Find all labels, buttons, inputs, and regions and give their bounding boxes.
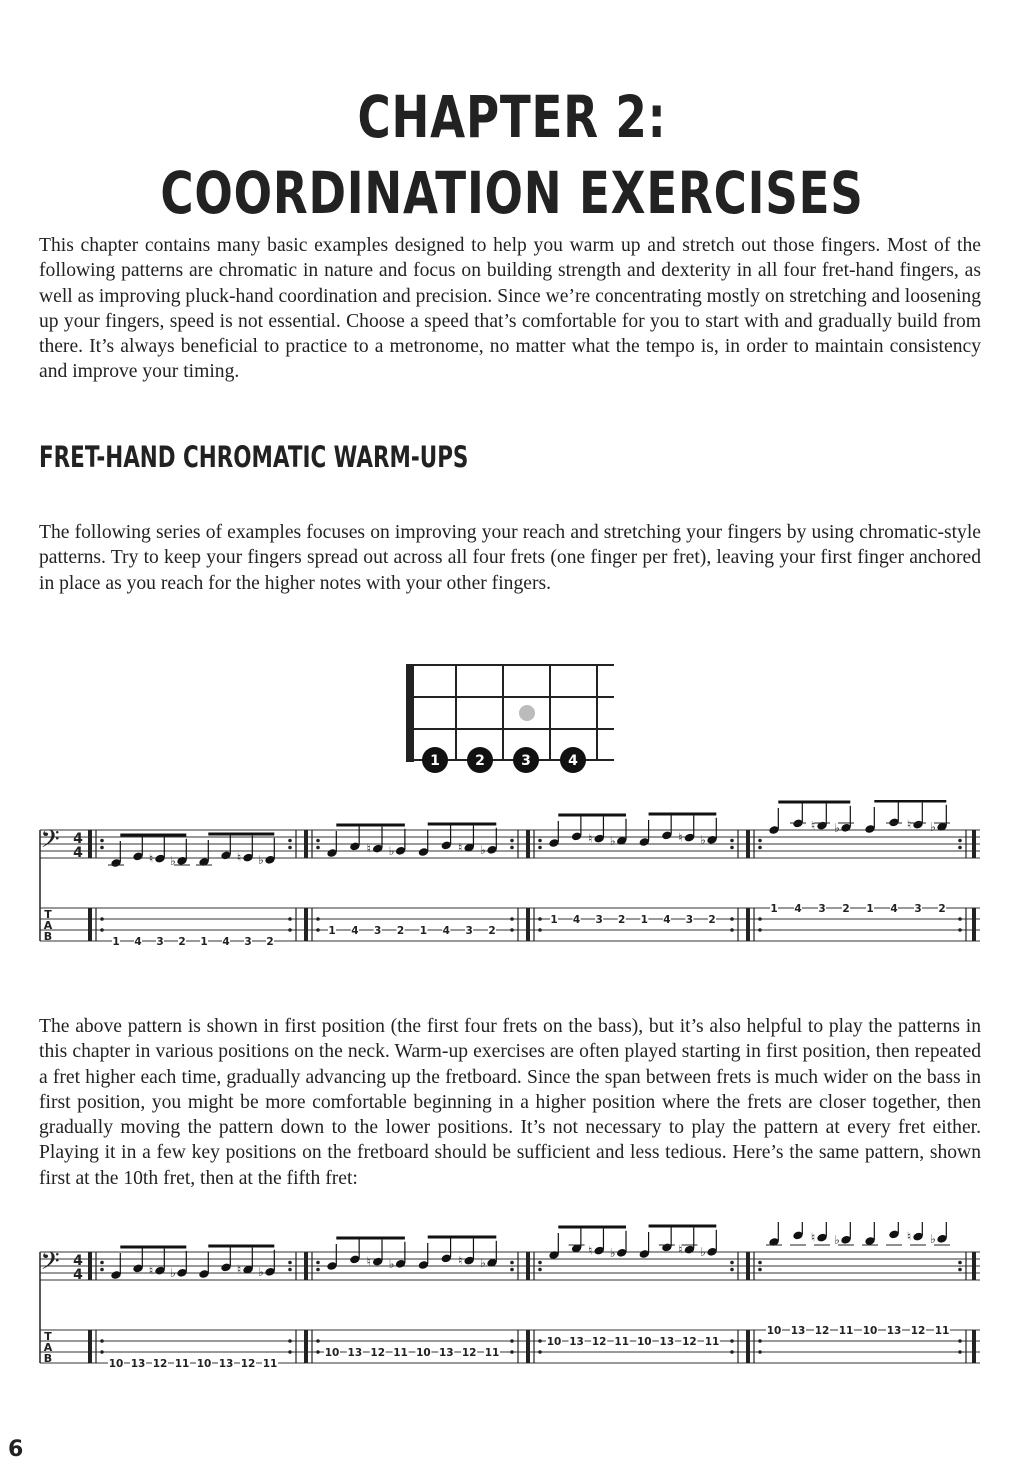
accidental: ♮: [148, 1263, 154, 1278]
barline: [746, 1252, 750, 1280]
accidental: ♮: [457, 840, 463, 855]
finger-marker: [560, 747, 586, 773]
accidental: ♭: [480, 842, 486, 857]
accidental: ♮: [906, 1229, 912, 1244]
tab-number: 4: [663, 914, 671, 926]
tab-number: 2: [396, 925, 405, 937]
repeat-dot: [510, 846, 514, 850]
accidental: ♭: [480, 1255, 486, 1270]
repeat-dot: [100, 917, 104, 921]
tab-number: 4: [890, 903, 898, 915]
tab-number: 12: [910, 1325, 926, 1337]
tab-number: 13: [569, 1336, 584, 1348]
barline: [88, 908, 92, 941]
repeat-dot: [510, 1350, 514, 1354]
tab-clef: T: [44, 1330, 52, 1343]
tab-number: 13: [218, 1358, 234, 1370]
accidental: ♮: [366, 1254, 371, 1269]
accidental: ♮: [678, 1242, 683, 1257]
tab-number: 4: [572, 914, 581, 926]
chapter-title-line2: COORDINATION EXERCISES: [160, 158, 864, 227]
tab-number: 1: [866, 903, 874, 915]
accidental: ♮: [148, 851, 154, 866]
accidental: ♭: [609, 1245, 616, 1260]
tab-number: 10: [196, 1358, 212, 1370]
tab-number: 2: [266, 936, 274, 948]
accidental: ♮: [236, 1262, 242, 1277]
svg-text:2: 2: [475, 753, 485, 769]
bass-clef: 𝄢: [40, 825, 60, 860]
repeat-dot: [100, 839, 104, 843]
repeat-dot: [538, 839, 542, 843]
accidental: ♭: [834, 820, 840, 835]
tab-number: 3: [465, 925, 473, 937]
time-signature: 4: [73, 831, 83, 847]
barline: [746, 908, 750, 941]
tab-number: 13: [886, 1325, 902, 1337]
tab-number: 10: [324, 1347, 340, 1359]
repeat-dot: [510, 928, 514, 932]
repeat-dot: [316, 1261, 320, 1265]
tab-number: 3: [914, 903, 922, 915]
repeat-dot: [730, 928, 734, 932]
repeat-dot: [316, 1268, 320, 1272]
repeat-dot: [100, 1261, 104, 1265]
repeat-dot: [316, 1339, 320, 1343]
section-heading: FRET-HAND CHROMATIC WARM-UPS: [39, 440, 469, 474]
accidental: ♮: [810, 818, 816, 833]
tab-number: 12: [682, 1336, 697, 1348]
repeat-dot: [758, 1339, 762, 1343]
tab-number: 3: [156, 936, 164, 948]
tab-number: 1: [200, 936, 208, 948]
tab-number: 13: [659, 1336, 675, 1348]
root-dot: [519, 705, 535, 721]
accidental: ♮: [587, 1243, 593, 1258]
repeat-dot: [758, 917, 762, 921]
tab-number: 4: [222, 936, 230, 948]
accidental: ♮: [236, 850, 242, 865]
repeat-dot: [730, 846, 734, 850]
repeat-dot: [538, 1261, 542, 1265]
intro-paragraph: This chapter contains many basic examples designed to help you warm up and stretch out those fingers. Most of the following patterns are chromatic in nature and focus on building strength and dexterity in all four fret-hand fingers, as well as improving pluck-hand coordination and precision. Since we’re concentrating mostly on stretching and loosening up your fingers, speed is not essential. Choose a speed that’s comfortable for you to start with and gradually build from there. It’s always beneficial to practice to a metronome, no matter what the tempo is, in order to maintain consistency and improve your timing.: [39, 235, 981, 383]
repeat-dot: [730, 1268, 734, 1272]
tab-number: 4: [351, 925, 359, 937]
barline: [304, 1330, 308, 1363]
accidental: ♭: [700, 832, 706, 847]
repeat-dot: [538, 1339, 542, 1343]
tab-clef: B: [43, 1352, 53, 1365]
repeat-dot: [730, 1350, 734, 1354]
repeat-dot: [958, 839, 962, 843]
repeat-dot: [538, 917, 542, 921]
tab-number: 3: [244, 936, 252, 948]
tab-number: 2: [842, 903, 850, 915]
repeat-dot: [538, 846, 542, 850]
repeat-dot: [958, 1268, 962, 1272]
repeat-dot: [510, 1339, 514, 1343]
tab-number: 11: [174, 1358, 190, 1370]
tab-number: 2: [938, 903, 946, 915]
tab-number: 2: [178, 936, 186, 948]
tab-number: 11: [614, 1336, 630, 1348]
accidental: ♮: [366, 841, 371, 856]
repeat-dot: [538, 1268, 542, 1272]
tab-number: 10: [862, 1325, 878, 1337]
repeat-dot: [958, 928, 962, 932]
repeat-dot: [288, 839, 292, 843]
tab-number: 11: [393, 1347, 408, 1359]
chapter-title-line1: CHAPTER 2:: [357, 82, 667, 151]
repeat-dot: [538, 928, 542, 932]
accidental: ♭: [170, 1265, 176, 1280]
section-paragraph-2: The above pattern is shown in first position (the first four frets on the bass), but it’s also helpful to play the patterns in this chapter in various positions on the neck. Warm-up exercises are often played starting in first position, then repeated a fret higher each time, gradually advancing up the fretboard. Since the span between frets is much wider on the bass in first position, you might be more comfortable beginning in a higher position where the frets are closer together, then gradually moving the pattern down to the lower positions. It’s not necessary to play the pattern at every fret either. Playing it in a few key positions on the fretboard should be sufficient and less tedious. Here’s the same pattern, shown first at the 10th fret, then at the fifth fret:: [39, 1016, 981, 1189]
repeat-dot: [316, 928, 320, 932]
tab-number: 13: [130, 1358, 146, 1370]
accidental: ♮: [906, 817, 912, 832]
tab-number: 2: [708, 914, 716, 926]
barline: [526, 1252, 530, 1280]
repeat-dot: [316, 1350, 320, 1354]
tab-number: 1: [550, 914, 558, 926]
tab-number: 12: [370, 1347, 386, 1359]
repeat-dot: [100, 1268, 104, 1272]
repeat-dot: [100, 928, 104, 932]
barline: [526, 830, 530, 858]
barline: [304, 830, 308, 858]
tab-number: 3: [374, 925, 382, 937]
repeat-dot: [958, 846, 962, 850]
tab-number: 10: [416, 1347, 431, 1359]
barline: [88, 1330, 92, 1363]
barline: [304, 1252, 308, 1280]
tab-number: 2: [618, 914, 626, 926]
svg-text:1: 1: [430, 753, 440, 769]
tab-number: 12: [591, 1336, 607, 1348]
tab-number: 10: [766, 1325, 782, 1337]
repeat-dot: [758, 1350, 762, 1354]
music-example-first-position: [36, 800, 986, 960]
repeat-dot: [100, 846, 104, 850]
repeat-dot: [288, 1268, 292, 1272]
finger-marker: [467, 747, 493, 773]
repeat-dot: [288, 917, 292, 921]
repeat-dot: [958, 917, 962, 921]
repeat-dot: [758, 1261, 762, 1265]
repeat-dot: [316, 839, 320, 843]
accidental: ♮: [810, 1230, 816, 1245]
accidental: ♮: [587, 831, 593, 846]
tab-number: 11: [262, 1358, 278, 1370]
tab-number: 12: [240, 1358, 256, 1370]
repeat-dot: [288, 1350, 292, 1354]
fret-diagram: [396, 655, 626, 775]
accidental: ♭: [834, 1232, 840, 1247]
accidental: ♭: [258, 852, 264, 867]
svg-text:3: 3: [521, 753, 531, 769]
repeat-dot: [288, 1261, 292, 1265]
tab-clef: A: [43, 919, 53, 932]
repeat-dot: [510, 1261, 514, 1265]
repeat-dot: [758, 839, 762, 843]
repeat-dot: [538, 1350, 542, 1354]
tab-number: 4: [134, 936, 142, 948]
repeat-dot: [730, 839, 734, 843]
repeat-dot: [510, 917, 514, 921]
barline: [972, 1330, 976, 1363]
tab-number: 13: [438, 1347, 454, 1359]
repeat-dot: [100, 1350, 104, 1354]
barline: [746, 1330, 750, 1363]
tab-number: 1: [419, 925, 428, 937]
tab-number: 1: [770, 903, 778, 915]
repeat-dot: [730, 1339, 734, 1343]
tab-number: 11: [934, 1325, 950, 1337]
time-signature: 4: [73, 845, 83, 861]
repeat-dot: [510, 1268, 514, 1272]
repeat-dot: [730, 917, 734, 921]
tab-number: 12: [152, 1358, 168, 1370]
tab-number: 11: [838, 1325, 854, 1337]
accidental: ♭: [700, 1244, 706, 1259]
chapter-title: [113, 79, 912, 231]
time-signature: 4: [73, 1253, 83, 1269]
barline: [972, 908, 976, 941]
accidental: ♭: [258, 1264, 264, 1279]
barline: [526, 1330, 530, 1363]
tab-number: 3: [818, 903, 826, 915]
repeat-dot: [958, 1261, 962, 1265]
barline: [972, 1252, 976, 1280]
repeat-dot: [758, 846, 762, 850]
repeat-dot: [316, 846, 320, 850]
barline: [304, 908, 308, 941]
barline: [746, 830, 750, 858]
tab-clef: T: [44, 908, 52, 921]
repeat-dot: [510, 839, 514, 843]
bass-clef: 𝄢: [40, 1247, 60, 1282]
accidental: ♭: [388, 843, 395, 858]
tab-number: 11: [704, 1336, 720, 1348]
repeat-dot: [288, 846, 292, 850]
tab-clef: B: [43, 930, 53, 943]
tab-number: 1: [328, 925, 336, 937]
accidental: ♮: [457, 1253, 463, 1268]
tab-number: 1: [640, 914, 648, 926]
svg-text:4: 4: [568, 753, 578, 769]
barline: [88, 1252, 92, 1280]
section-paragraph-1: The following series of examples focuses on improving your reach and stretching your fingers by using chromatic-style patterns. Try to keep your fingers spread out across all four frets (one finger per fret), leaving your first finger anchored in place as you reach for the higher notes with your other fingers.: [39, 522, 981, 594]
accidental: ♮: [678, 830, 683, 845]
accidental: ♭: [609, 833, 616, 848]
tab-number: 13: [790, 1325, 806, 1337]
tab-number: 13: [347, 1347, 363, 1359]
finger-marker: [422, 747, 448, 773]
tab-number: 2: [488, 925, 496, 937]
tab-number: 10: [636, 1336, 652, 1348]
tab-number: 3: [595, 914, 603, 926]
accidental: ♭: [388, 1256, 395, 1271]
tab-number: 10: [108, 1358, 124, 1370]
repeat-dot: [316, 917, 320, 921]
tab-number: 1: [112, 936, 120, 948]
tab-clef: A: [43, 1341, 53, 1354]
repeat-dot: [758, 1268, 762, 1272]
repeat-dot: [730, 1261, 734, 1265]
repeat-dot: [958, 1339, 962, 1343]
tab-number: 4: [794, 903, 802, 915]
page-number: 6: [8, 1437, 24, 1462]
tab-number: 4: [442, 925, 450, 937]
repeat-dot: [288, 928, 292, 932]
barline: [972, 830, 976, 858]
tab-number: 12: [461, 1347, 477, 1359]
repeat-dot: [100, 1339, 104, 1343]
barline: [526, 908, 530, 941]
tab-number: 11: [484, 1347, 500, 1359]
tab-number: 12: [814, 1325, 830, 1337]
tab-number: 3: [685, 914, 694, 926]
accidental: ♭: [930, 819, 936, 834]
accidental: ♭: [170, 853, 176, 868]
barline: [88, 830, 92, 858]
repeat-dot: [288, 1339, 292, 1343]
time-signature: 4: [73, 1267, 83, 1283]
finger-marker: [513, 747, 539, 773]
repeat-dot: [758, 928, 762, 932]
tab-number: 10: [546, 1336, 562, 1348]
accidental: ♭: [930, 1231, 936, 1246]
music-example-higher-positions: [36, 1222, 986, 1392]
repeat-dot: [958, 1350, 962, 1354]
